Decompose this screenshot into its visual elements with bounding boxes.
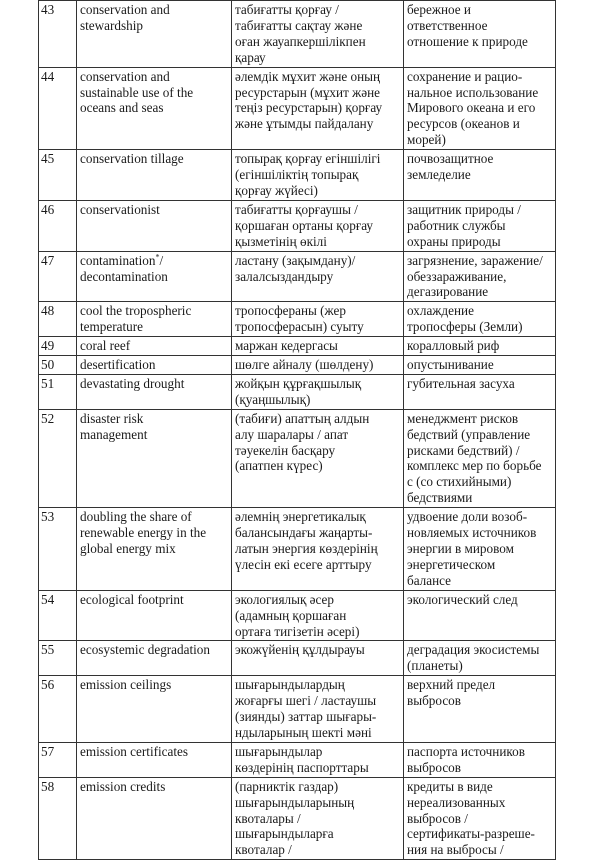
term-russian-line: обеззараживание,	[407, 268, 507, 284]
term-russian-line: удвоение доли возоб-	[407, 509, 528, 525]
term-russian	[404, 150, 556, 201]
term-kazakh-line: квоталар /	[235, 842, 292, 858]
term-kazakh-line: залалсыздандыру	[235, 268, 334, 284]
term-russian-line: бедствий (управление	[407, 426, 531, 442]
term-kazakh-line: шығарындылардың	[235, 677, 345, 693]
term-kazakh-line: табиғатты қорғаушы /	[235, 201, 358, 217]
term-kazakh-line: (апатпен күрес)	[235, 458, 323, 474]
table-row	[39, 251, 556, 302]
term-english	[77, 508, 232, 591]
term-kazakh-line: үлесін екі есеге арттыру	[235, 556, 372, 572]
term-russian	[404, 1, 556, 68]
table-row	[39, 508, 556, 591]
term-russian-line: экологический след	[407, 591, 518, 607]
term-kazakh-line: көздерінің паспорттары	[235, 759, 369, 775]
table-row	[39, 590, 556, 641]
term-english	[77, 251, 232, 302]
term-kazakh-line: (адамның қоршаған	[235, 607, 347, 623]
term-russian-line: коралловый риф	[407, 338, 500, 354]
term-kazakh-line: маржан кедергасы	[235, 338, 338, 354]
term-kazakh-line: ндыларының шекті мәні	[235, 724, 372, 740]
term-english	[77, 67, 232, 150]
term-russian-line: новляемых источников	[407, 525, 537, 541]
term-kazakh	[232, 251, 404, 302]
term-russian-line: (планеты)	[407, 658, 463, 674]
term-kazakh-line: (парниктік газдар)	[235, 778, 339, 794]
term-kazakh-line: (табиғи) апаттың алдын	[235, 410, 370, 426]
term-english	[77, 409, 232, 507]
term-number: 58	[39, 777, 77, 860]
term-russian	[404, 251, 556, 302]
term-russian-line: нереализованных	[407, 794, 506, 810]
term-number: 53	[39, 508, 77, 591]
term-english-line: coral reef	[80, 338, 131, 354]
term-russian	[404, 356, 556, 375]
term-russian-line: отношение к природе	[407, 33, 528, 49]
term-russian-line: рисками бедствий) /	[407, 442, 520, 458]
term-russian-line: деградация экосистемы	[407, 642, 540, 658]
term-kazakh	[232, 150, 404, 201]
term-kazakh-line: тәуекелін басқару	[235, 442, 336, 458]
term-english	[77, 590, 232, 641]
table-row	[39, 676, 556, 743]
term-kazakh-line: табиғатты қорғау /	[235, 2, 339, 17]
term-number: 52	[39, 409, 77, 507]
term-english	[77, 302, 232, 337]
term-russian-line: почвозащитное	[407, 151, 494, 167]
term-russian-line: ния на выбросы /	[407, 842, 504, 858]
term-english	[77, 742, 232, 777]
glossary-table	[38, 0, 556, 860]
table-row	[39, 1, 556, 68]
term-number: 44	[39, 67, 77, 150]
term-kazakh-line: латын энергия көздерінің	[235, 541, 378, 556]
term-russian-line: тропосферы (Земли)	[407, 319, 523, 335]
term-english-line: contamination*/	[80, 252, 164, 268]
term-russian-line: кредиты в виде	[407, 778, 493, 794]
term-russian-line: верхний предел	[407, 677, 496, 693]
term-russian-line: сохранение и рацио-	[407, 68, 523, 84]
term-number: 43	[39, 1, 77, 68]
term-russian-line: бедствиями	[407, 490, 473, 506]
term-number: 56	[39, 676, 77, 743]
term-number: 47	[39, 251, 77, 302]
glossary-rows	[39, 1, 556, 860]
term-english-line: devastating drought	[80, 375, 185, 391]
term-kazakh-line: экожүйенің құлдырауы	[235, 642, 365, 658]
term-kazakh-line: жоғарғы шегі / ластаушы	[235, 693, 377, 709]
table-row	[39, 337, 556, 356]
term-russian-line: менеджмент рисков	[407, 410, 519, 426]
term-english-line: temperature	[80, 319, 143, 335]
term-english-line: disaster risk	[80, 410, 144, 426]
term-kazakh-line: оған жауапкершілікпен	[235, 33, 366, 49]
term-kazakh	[232, 67, 404, 150]
term-kazakh-line: экологиялық әсер	[235, 591, 334, 607]
table-row	[39, 374, 556, 409]
term-kazakh-line: жойқын құрғақшылық	[235, 375, 362, 391]
term-kazakh-line: ортаға тигізетін әсері)	[235, 623, 360, 639]
term-russian-line: загрязнение, заражение/	[407, 252, 543, 268]
term-russian	[404, 777, 556, 860]
term-number: 55	[39, 641, 77, 676]
term-russian-line: балансе	[407, 572, 452, 588]
term-english-line: emission credits	[80, 778, 166, 794]
term-english-line: doubling the share of	[80, 509, 192, 525]
term-number: 54	[39, 590, 77, 641]
term-russian-line: охлаждение	[407, 303, 474, 319]
term-english	[77, 641, 232, 676]
term-english-line: management	[80, 426, 148, 442]
term-english-line: decontamination	[80, 268, 168, 284]
table-row	[39, 777, 556, 860]
term-english	[77, 777, 232, 860]
term-english-line: renewable energy in the	[80, 525, 207, 541]
term-kazakh-line: квоталары /	[235, 810, 301, 826]
term-russian-line: охраны природы	[407, 233, 501, 249]
term-english	[77, 676, 232, 743]
table-row	[39, 302, 556, 337]
term-russian-line: с (со стихийными)	[407, 474, 512, 490]
term-kazakh	[232, 777, 404, 860]
glossary-sheet	[38, 0, 555, 860]
term-russian	[404, 302, 556, 337]
term-english	[77, 150, 232, 201]
term-kazakh	[232, 374, 404, 409]
term-kazakh	[232, 508, 404, 591]
term-kazakh	[232, 676, 404, 743]
term-russian-line: сертификаты-разреше-	[407, 826, 535, 842]
table-row	[39, 150, 556, 201]
term-kazakh-line: шығарындыларының	[235, 794, 355, 810]
term-kazakh-line: шығарындылар	[235, 743, 323, 759]
term-russian-line: губительная засуха	[407, 375, 515, 391]
term-russian	[404, 200, 556, 251]
term-russian-line: морей)	[407, 132, 446, 148]
term-kazakh-line: қорғау жүйесі)	[235, 182, 318, 198]
term-english	[77, 337, 232, 356]
term-english	[77, 374, 232, 409]
term-english-line: conservation and	[80, 2, 170, 17]
term-kazakh-line: (егіншіліктің топырақ	[235, 167, 359, 183]
term-russian	[404, 409, 556, 507]
term-kazakh-line: тропосферасын) суыту	[235, 319, 364, 335]
table-row	[39, 356, 556, 375]
term-number: 46	[39, 200, 77, 251]
term-russian-line: ресурсов (океанов и	[407, 116, 520, 132]
term-kazakh-line: қоршаған ортаны қорғау	[235, 217, 374, 233]
term-kazakh-line: қарау	[235, 49, 266, 65]
term-kazakh	[232, 409, 404, 507]
term-russian-line: ответственное	[407, 17, 488, 33]
table-row	[39, 200, 556, 251]
term-number: 51	[39, 374, 77, 409]
term-english-line: cool the tropospheric	[80, 303, 192, 319]
term-kazakh-line: (қуаңшылық)	[235, 391, 311, 407]
term-russian	[404, 67, 556, 150]
term-kazakh-line: тропосфераны (жер	[235, 303, 346, 319]
term-russian-line: паспорта источников	[407, 743, 525, 759]
term-russian-line: выбросов	[407, 693, 461, 709]
term-kazakh	[232, 356, 404, 375]
term-kazakh	[232, 590, 404, 641]
term-kazakh-line: алу шаралары / апат	[235, 426, 349, 442]
term-russian	[404, 641, 556, 676]
term-english	[77, 1, 232, 68]
term-kazakh-line: шығарындыларға	[235, 826, 334, 842]
table-row	[39, 67, 556, 150]
term-russian	[404, 590, 556, 641]
term-english-line: emission ceilings	[80, 677, 172, 693]
term-english	[77, 200, 232, 251]
term-kazakh-line: және ұтымды пайдалану	[235, 116, 374, 132]
term-english-line: conservationist	[80, 201, 160, 217]
term-russian-line: выбросов	[407, 759, 461, 775]
term-number: 49	[39, 337, 77, 356]
term-kazakh	[232, 200, 404, 251]
term-english-line: ecological footprint	[80, 591, 184, 607]
term-english-line: sustainable use of the	[80, 84, 194, 100]
term-number: 45	[39, 150, 77, 201]
term-number: 48	[39, 302, 77, 337]
term-number: 57	[39, 742, 77, 777]
term-russian-line: земледелие	[407, 167, 471, 183]
term-english-line: emission certificates	[80, 743, 189, 759]
term-kazakh-line: балансындағы жаңарты-	[235, 525, 373, 541]
term-russian-line: бережное и	[407, 2, 471, 17]
term-russian-line: опустынивание	[407, 357, 494, 373]
term-russian-line: комплекс мер по борьбе	[407, 458, 542, 474]
term-kazakh-line: әлемнің энергетикалық	[235, 509, 366, 525]
term-kazakh-line: шөлге айналу (шөлдену)	[235, 357, 374, 373]
term-kazakh-line: теңіз ресурстарын) қорғау	[235, 100, 383, 116]
term-russian-line: энергии в мировом	[407, 541, 514, 556]
term-russian-line: защитник природы /	[407, 201, 521, 217]
table-row	[39, 742, 556, 777]
term-number: 50	[39, 356, 77, 375]
table-row	[39, 409, 556, 507]
term-russian-line: выбросов /	[407, 810, 468, 826]
term-kazakh	[232, 641, 404, 676]
term-russian	[404, 337, 556, 356]
term-kazakh-line: табиғатты сақтау және	[235, 17, 363, 33]
term-kazakh	[232, 337, 404, 356]
term-english	[77, 356, 232, 375]
term-kazakh-line: ластану (зақымдану)/	[235, 252, 356, 268]
term-russian	[404, 508, 556, 591]
term-kazakh-line: әлемдік мұхит және оның	[235, 68, 381, 84]
term-english-line: desertification	[80, 357, 156, 373]
term-english-line: global energy mix	[80, 541, 176, 556]
term-english-line: conservation and	[80, 68, 170, 84]
term-russian-line: нальное использование	[407, 84, 539, 100]
term-english-line: stewardship	[80, 17, 143, 33]
term-kazakh-line: (зиянды) заттар шығары-	[235, 709, 377, 725]
term-russian-line: Мирового океана и его	[407, 100, 536, 116]
term-kazakh	[232, 1, 404, 68]
term-kazakh	[232, 302, 404, 337]
term-english-line: ecosystemic degradation	[80, 642, 210, 658]
term-kazakh-line: топырақ қорғау егіншілігі	[235, 151, 381, 167]
term-russian-line: дегазирование	[407, 284, 489, 300]
term-russian-line: работник службы	[407, 217, 506, 233]
table-row	[39, 641, 556, 676]
term-kazakh	[232, 742, 404, 777]
term-russian	[404, 676, 556, 743]
term-english-line: conservation tillage	[80, 151, 184, 167]
term-russian-line: энергетическом	[407, 556, 496, 572]
term-russian	[404, 742, 556, 777]
term-kazakh-line: қызметінің өкілі	[235, 233, 327, 249]
term-russian	[404, 374, 556, 409]
term-kazakh-line: ресурстарын (мұхит және	[235, 84, 380, 100]
term-english-line: oceans and seas	[80, 100, 164, 116]
